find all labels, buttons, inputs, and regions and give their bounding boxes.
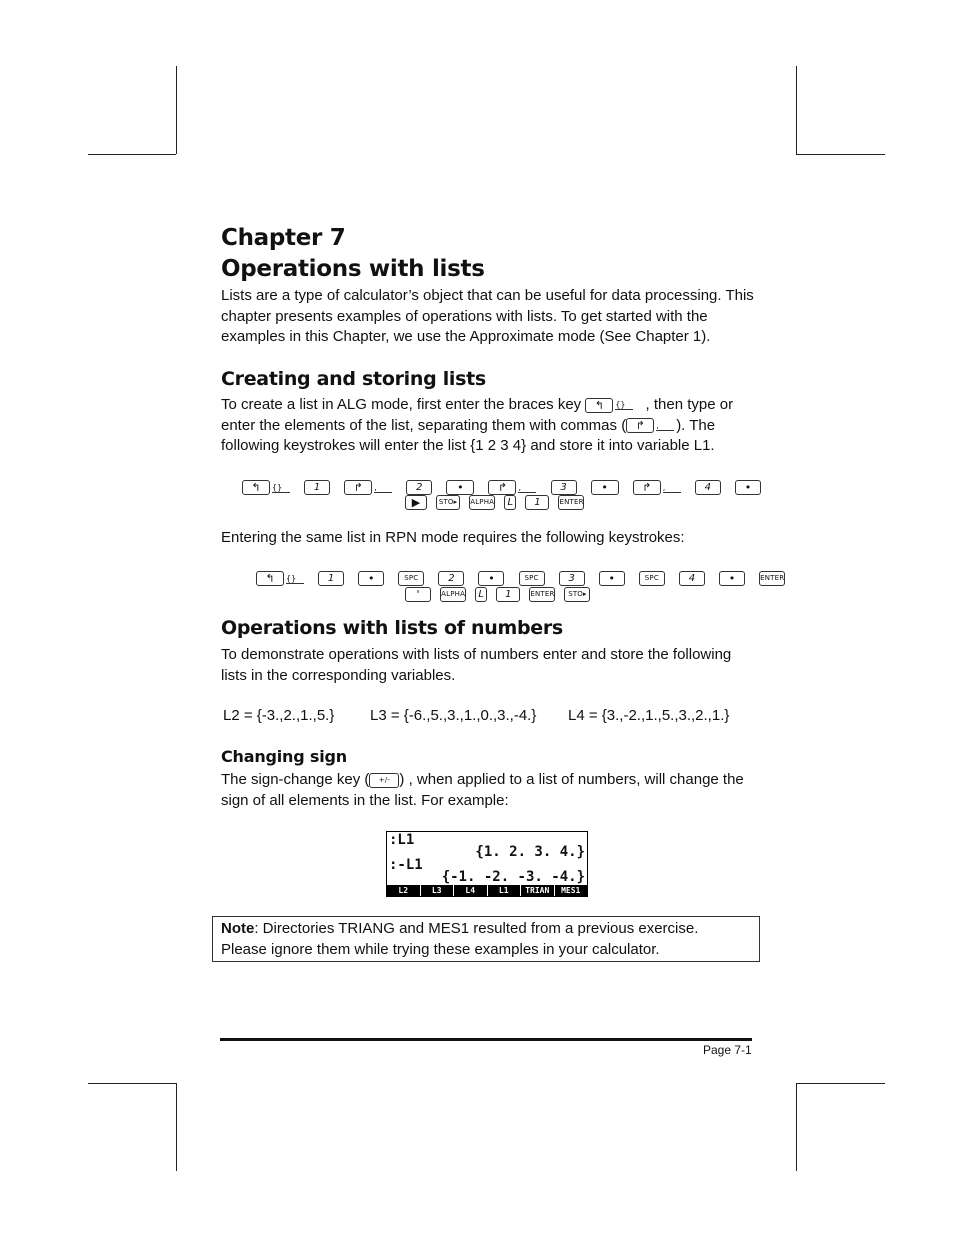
create-text-a: To create a list in ALG mode, first enter the braces key bbox=[221, 396, 582, 413]
softkey-l4[interactable]: L4 bbox=[454, 885, 488, 896]
dot-key: • bbox=[358, 571, 384, 586]
dot-key: • bbox=[591, 480, 619, 495]
enter-key: ENTER bbox=[558, 495, 584, 510]
screen-line-1: :L1 bbox=[389, 832, 415, 848]
space-key: SPC bbox=[639, 571, 665, 586]
comma-key-label: , bbox=[374, 483, 392, 493]
digit-3-key: 3 bbox=[559, 571, 585, 586]
create-paragraph bbox=[221, 395, 761, 457]
right-shift-key: ↱ bbox=[626, 418, 654, 433]
softkey-l2[interactable]: L2 bbox=[387, 885, 421, 896]
digit-1-key: 1 bbox=[496, 587, 520, 602]
note-label: Note bbox=[221, 920, 255, 937]
rpn-keystrokes-row2 bbox=[405, 584, 599, 603]
sign-text-a: The sign-change key ( bbox=[221, 771, 370, 788]
digit-3-key: 3 bbox=[551, 480, 577, 495]
crop-mark bbox=[796, 154, 885, 155]
list-l2: L2 = {-3.,2.,1.,5.} bbox=[223, 707, 335, 724]
softkey-trian[interactable]: TRIAN bbox=[521, 885, 555, 896]
dot-key: • bbox=[735, 480, 761, 495]
crop-mark bbox=[176, 1083, 177, 1171]
chapter-title: Operations with lists bbox=[221, 256, 485, 282]
plus-minus-key: +/- bbox=[369, 773, 399, 788]
alpha-key: ALPHA bbox=[440, 587, 466, 602]
comma-key-label: , bbox=[518, 483, 536, 493]
left-shift-key: ↰ bbox=[256, 571, 284, 586]
digit-1-key: 1 bbox=[318, 571, 344, 586]
sto-key: STO▸ bbox=[436, 495, 460, 510]
section-heading-numbers: Operations with lists of numbers bbox=[221, 617, 563, 639]
digit-1-key: 1 bbox=[525, 495, 549, 510]
left-shift-key: ↰ bbox=[242, 480, 270, 495]
screen-line-3: :-L1 bbox=[389, 857, 423, 873]
dot-key: • bbox=[719, 571, 745, 586]
list-l3: L3 = {-6.,5.,3.,1.,0.,3.,-4.} bbox=[370, 707, 537, 724]
enter-key: ENTER bbox=[759, 571, 785, 586]
braces-key-label: {} bbox=[286, 574, 304, 584]
crop-mark bbox=[88, 1083, 176, 1084]
create-text-c: ). The following keystrokes will enter the list {1 2 3 4} and store it into variable L1. bbox=[221, 416, 716, 454]
right-arrow-key: ▶ bbox=[405, 495, 427, 510]
softkey-menu bbox=[387, 885, 587, 896]
dot-key: • bbox=[446, 480, 474, 495]
letter-l-key: L bbox=[504, 495, 516, 510]
section-heading-create: Creating and storing lists bbox=[221, 368, 486, 390]
screen-line-2: {1. 2. 3. 4.} bbox=[475, 844, 585, 860]
right-shift-key: ↱ bbox=[344, 480, 372, 495]
comma-key-label: , bbox=[663, 483, 681, 493]
alg-keystrokes-row2 bbox=[405, 492, 593, 511]
digit-1-key: 1 bbox=[304, 480, 330, 495]
alpha-key: ALPHA bbox=[469, 495, 495, 510]
right-shift-key: ↱ bbox=[488, 480, 516, 495]
intro-paragraph: Lists are a type of calculator’s object that can be useful for data processing. This chapter presents examples of operations with lists. To get started with the examples in this Chapter, we use the Approximate mode (See Chapter 1). bbox=[221, 287, 754, 345]
softkey-l3[interactable]: L3 bbox=[421, 885, 455, 896]
sign-text-b: ) , when applied to a list of numbers, will change the sign of all elements in the list. For example: bbox=[221, 771, 744, 809]
crop-mark bbox=[796, 1083, 797, 1171]
calculator-screen bbox=[386, 831, 588, 897]
right-shift-key: ↱ bbox=[633, 480, 661, 495]
sign-paragraph bbox=[221, 770, 761, 811]
chapter-label: Chapter 7 bbox=[221, 225, 346, 251]
dot-key: • bbox=[478, 571, 504, 586]
footer-rule bbox=[220, 1038, 752, 1041]
numbers-paragraph: To demonstrate operations with lists of numbers enter and store the following lists in the corresponding variables. bbox=[221, 646, 732, 684]
note-body: : Directories TRIANG and MES1 resulted from a previous exercise. Please ignore them while trying these examples in your calculator. bbox=[221, 920, 699, 958]
note-text bbox=[221, 919, 741, 960]
rpn-intro-paragraph: Entering the same list in RPN mode requires the following keystrokes: bbox=[221, 529, 685, 546]
section-heading-sign: Changing sign bbox=[221, 747, 347, 766]
softkey-mes1[interactable]: MES1 bbox=[561, 886, 581, 895]
comma-key-label: , bbox=[656, 421, 674, 431]
left-shift-key: ↰ bbox=[585, 398, 613, 413]
enter-key: ENTER bbox=[529, 587, 555, 602]
list-l4: L4 = {3.,-2.,1.,5.,3.,2.,1.} bbox=[568, 707, 730, 724]
page-number: Page 7-1 bbox=[703, 1043, 752, 1057]
braces-key-label: {} bbox=[272, 483, 290, 493]
letter-l-key: L bbox=[475, 587, 487, 602]
crop-mark bbox=[176, 66, 177, 154]
digit-4-key: 4 bbox=[679, 571, 705, 586]
create-text-b: , then type or enter the elements of the list, separating them with commas ( bbox=[221, 396, 734, 434]
softkey-l1[interactable]: L1 bbox=[488, 885, 522, 896]
space-key: SPC bbox=[398, 571, 424, 586]
crop-mark bbox=[88, 154, 176, 155]
crop-mark bbox=[796, 1083, 885, 1084]
braces-key-label: {} bbox=[615, 400, 633, 410]
note-box bbox=[212, 916, 760, 962]
digit-2-key: 2 bbox=[438, 571, 464, 586]
crop-mark bbox=[796, 66, 797, 154]
tick-key: ' bbox=[405, 587, 431, 602]
sto-key: STO▸ bbox=[564, 587, 590, 602]
digit-2-key: 2 bbox=[406, 480, 432, 495]
space-key: SPC bbox=[519, 571, 545, 586]
dot-key: • bbox=[599, 571, 625, 586]
screen-line-4: {-1. -2. -3. -4.} bbox=[441, 869, 585, 885]
digit-4-key: 4 bbox=[695, 480, 721, 495]
